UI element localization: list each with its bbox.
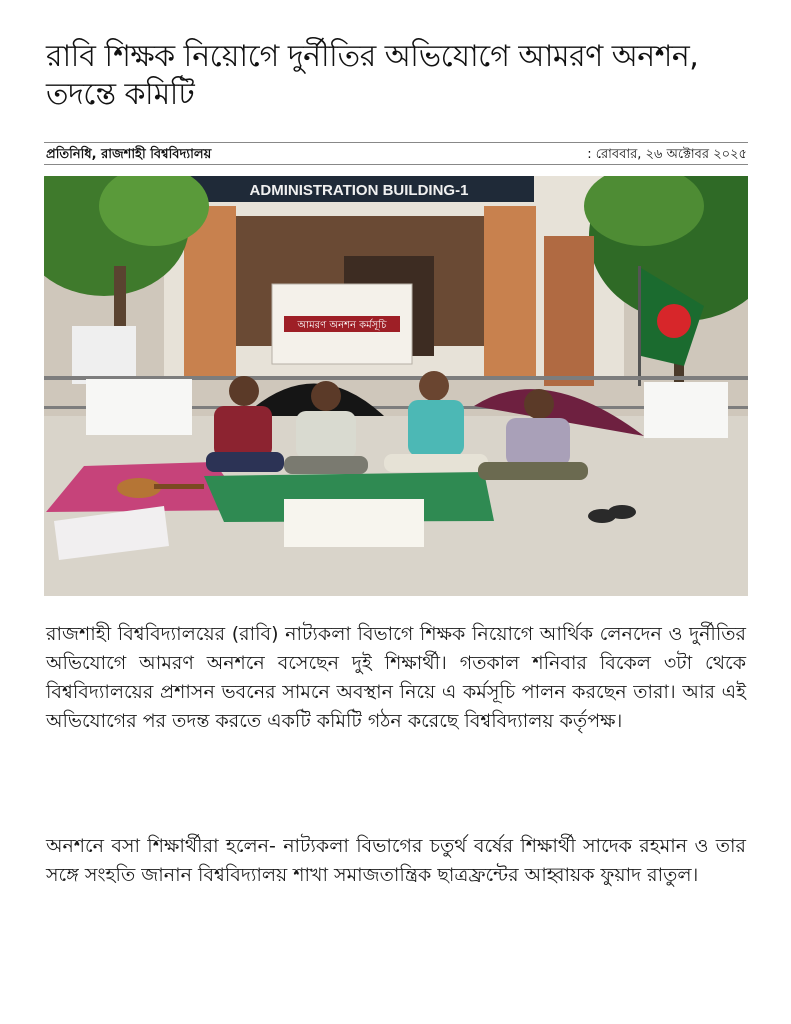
dateline: : রোববার, ২৬ অক্টোবর ২০২৫: [587, 147, 747, 162]
building-sign-text: ADMINISTRATION BUILDING-1: [249, 182, 469, 199]
protest-photo-illustration: [44, 176, 748, 596]
byline: প্রতিনিধি, রাজশাহী বিশ্ববিদ্যালয়: [46, 147, 212, 162]
divider-bottom: [44, 164, 748, 165]
banner-text: আমরণ অনশন কর্মসূচি: [297, 320, 387, 331]
article-paragraph-1: রাজশাহী বিশ্ববিদ্যালয়ের (রাবি) নাট্যকলা বিভাগে শিক্ষক নিয়োগে আর্থিক লেনদেন ও দুর্নীতির অভিযোগে আমরণ অনশনে বসেছেন দুই শিক্ষার্থী। গতকাল শনিবার বিকেল ৩টা থেকে বিশ্ববিদ্যালয়ের প্রশাসন ভবনের সামনে অবস্থান নিয়ে এ কর্মসূচি পালন করছেন তারা। আর এই অভিযোগের পর তদন্ত করতে একটি কমিটি গঠন করেছে বিশ্ববিদ্যালয় কর্তৃপক্ষ।: [46, 623, 746, 732]
article-headline: রাবি শিক্ষক নিয়োগে দুর্নীতির অভিযোগে আমরণ অনশন, তদন্তে কমিটি: [46, 39, 699, 112]
article-photo: [44, 176, 748, 596]
article-paragraph-2: অনশনে বসা শিক্ষার্থীরা হলেন- নাট্যকলা বিভাগের চতুর্থ বর্ষের শিক্ষার্থী সাদেক রহমান ও তার সঙ্গে সংহতি জানান বিশ্ববিদ্যালয় শাখা সমাজতান্ত্রিক ছাত্রফ্রন্টের আহ্বায়ক ফুয়াদ রাতুল।: [46, 835, 746, 886]
divider-top: [44, 142, 748, 143]
